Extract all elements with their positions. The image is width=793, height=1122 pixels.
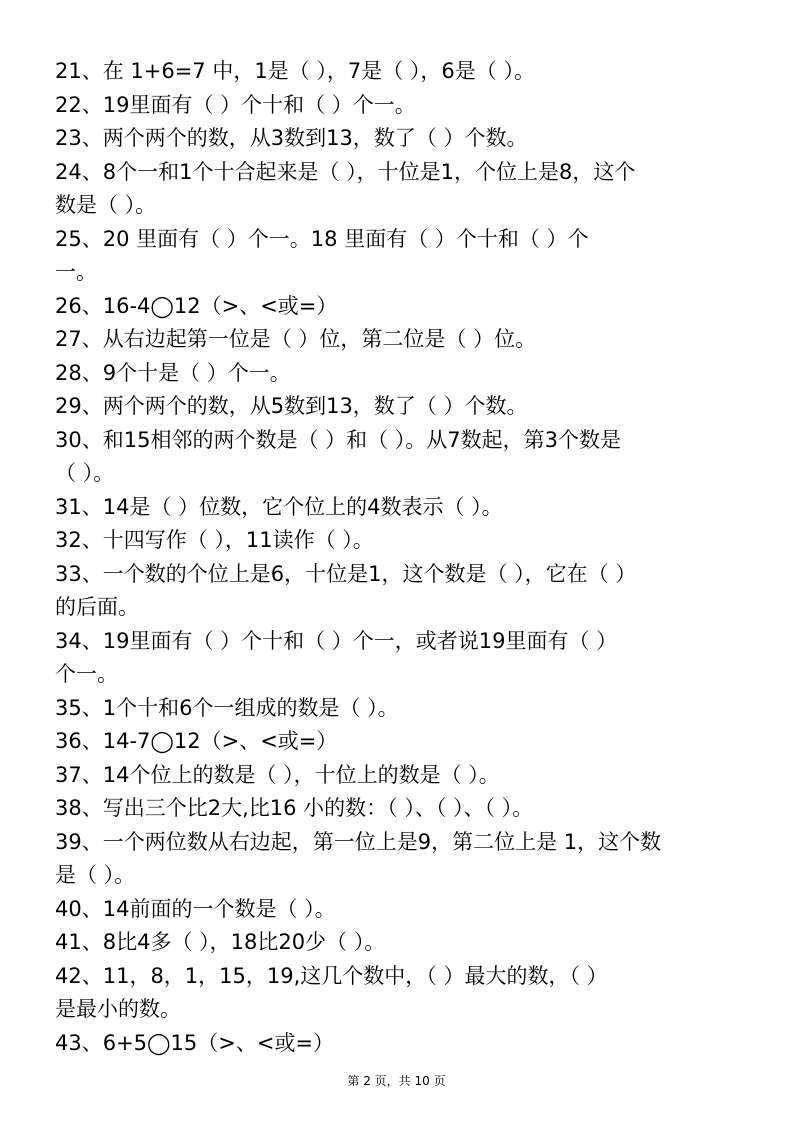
question-line: 35、1个十和6个一组成的数是（ ）。 bbox=[55, 695, 399, 720]
question-line: 33、一个数的个位上是6，十位是1，这个数是（ ），它在（ ） bbox=[55, 561, 637, 586]
question-line: 42、11，8，1，15，19,这几个数中，（ ）最大的数，（ ） bbox=[55, 963, 608, 988]
question-line: 43、6+5◯15（>、<或=） bbox=[55, 1030, 335, 1055]
question-line: 30、和15相邻的两个数是（ ）和（ ）。从7数起，第3个数是 bbox=[55, 427, 622, 452]
question-line: 29、两个两个的数，从5数到13，数了（ ）个数。 bbox=[55, 394, 528, 418]
question-line: 38、写出三个比2大,比16 小的数：（ ）、（ ）、（ ）。 bbox=[55, 796, 534, 820]
question-line: 个一。 bbox=[55, 662, 118, 686]
question-line: 24、8个一和1个十合起来是（ ），十位是1，个位上是8，这个 bbox=[55, 159, 636, 184]
question-line: 的后面。 bbox=[55, 595, 139, 619]
question-line: 数是（ ）。 bbox=[55, 193, 157, 217]
question-line: 36、14-7◯12（>、<或=） bbox=[55, 729, 338, 753]
question-line: 26、16-4◯12（>、<或=） bbox=[55, 293, 338, 318]
question-line: 25、20 里面有（ ）个一。18 里面有（ ）个十和（ ）个 bbox=[55, 226, 589, 251]
question-line: 32、十四写作（ ），11读作（ ）。 bbox=[55, 528, 374, 552]
question-line: （ ）。 bbox=[55, 461, 115, 485]
question-line: 34、19里面有（ ）个十和（ ）个一，或者说19里面有（ ） bbox=[55, 628, 618, 653]
question-line: 21、在 1+6=7 中，1是（ ），7是（ ），6是（ ）。 bbox=[55, 59, 535, 83]
question-line: 39、一个两位数从右边起，第一位上是9，第二位上是 1，这个数 bbox=[55, 829, 662, 854]
question-line: 31、14是（ ）位数，它个位上的4数表示（ ）。 bbox=[55, 494, 503, 519]
question-line: 37、14个位上的数是（ ），十位上的数是（ ）。 bbox=[55, 762, 500, 787]
question-line: 41、8比4多（ ），18比20少（ ）。 bbox=[55, 930, 386, 954]
question-line: 27、从右边起第一位是（ ）位，第二位是（ ）位。 bbox=[55, 327, 537, 351]
question-line: 一。 bbox=[55, 260, 97, 284]
question-line: 40、14前面的一个数是（ ）。 bbox=[55, 896, 336, 921]
question-line: 28、9个十是（ ）个一。 bbox=[55, 360, 291, 385]
question-list bbox=[55, 55, 745, 1060]
question-line: 23、两个两个的数，从3数到13，数了（ ）个数。 bbox=[55, 126, 528, 150]
question-line: 22、19里面有（ ）个十和（ ）个一。 bbox=[55, 92, 416, 117]
question-line: 是（ ）。 bbox=[55, 863, 136, 887]
question-line: 是最小的数。 bbox=[55, 997, 181, 1021]
page-footer: 第 2 页，共 10 页 bbox=[347, 1074, 446, 1088]
